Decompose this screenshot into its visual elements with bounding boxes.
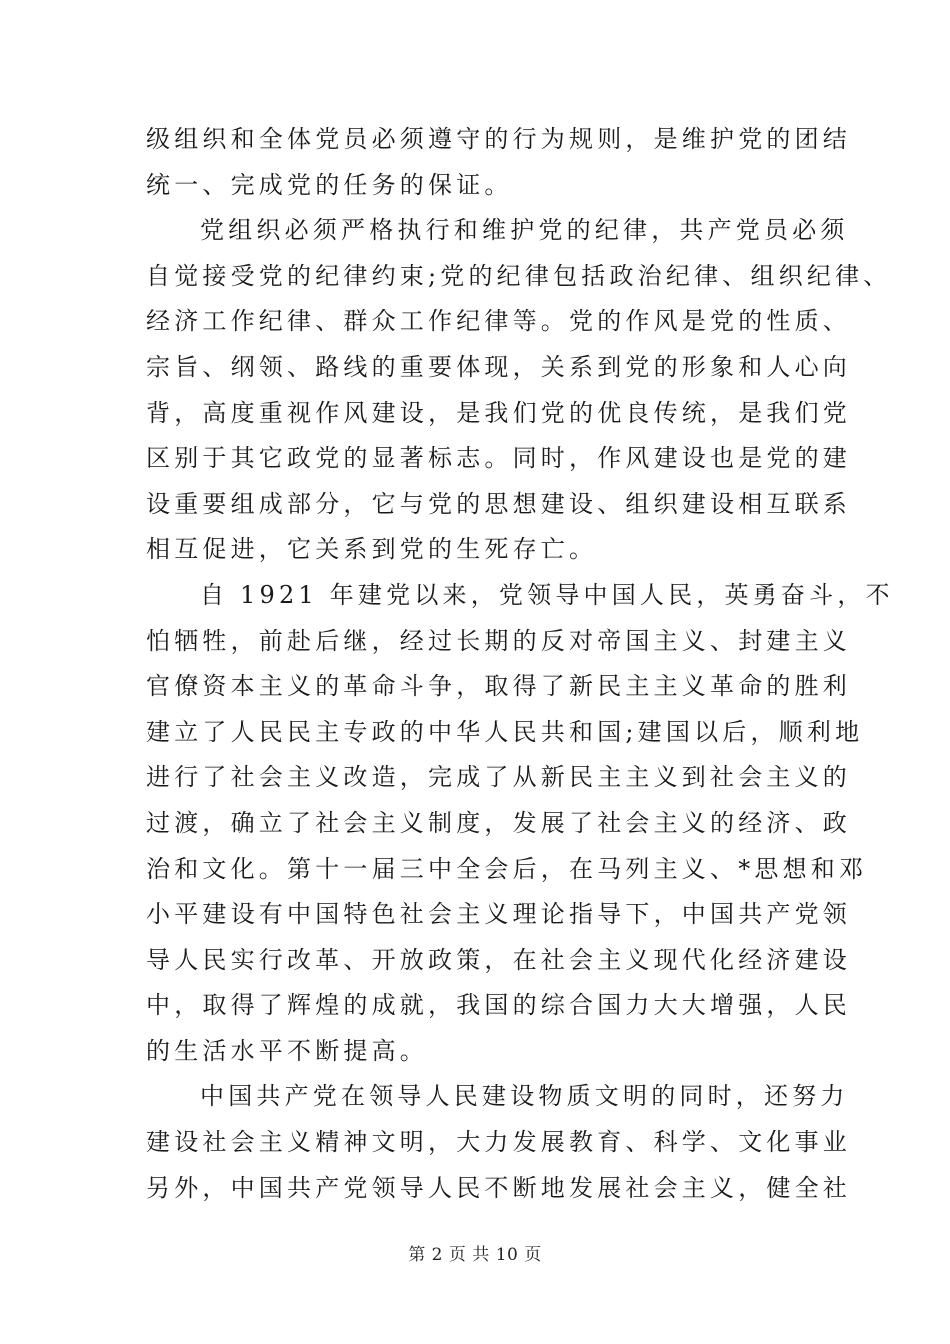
text-line: 建设社会主义精神文明，大力发展教育、科学、文化事业 [146, 1128, 851, 1157]
text-line: 建立了人民民主专政的中华人民共和国;建国以后，顺利地 [146, 717, 864, 746]
text-line: 级组织和全体党员必须遵守的行为规则，是维护党的团结 [146, 125, 851, 153]
text-line: 另外，中国共产党领导人民不断地发展社会主义，健全社 [146, 1173, 851, 1202]
text-line: 小平建设有中国特色社会主义理论指导下，中国共产党领 [146, 900, 851, 929]
text-line: 区别于其它政党的显著标志。同时，作风建设也是党的建 [146, 444, 851, 473]
text-line: 自觉接受党的纪律约束;党的纪律包括政治纪律、组织纪律、 [146, 261, 892, 290]
paragraph-start-line: 党组织必须严格执行和维护党的纪律，共产党员必须 [200, 216, 849, 245]
text-line: 导人民实行改革、开放政策，在社会主义现代化经济建设 [146, 945, 851, 974]
text-line: 怕牺牲，前赴后继，经过长期的反对帝国主义、封建主义 [146, 626, 851, 655]
text-line: 相互促进，它关系到党的生死存亡。 [146, 535, 598, 564]
text-line: 宗旨、纲领、路线的重要体现，关系到党的形象和人心向 [146, 352, 851, 381]
paragraph-start-line: 自 1921 年建党以来，党领导中国人民，英勇奋斗，不 [200, 580, 894, 609]
text-line: 统一、完成党的任务的保证。 [146, 170, 513, 199]
text-line: 经济工作纪律、群众工作纪律等。党的作风是党的性质、 [146, 307, 851, 336]
text-line: 过渡，确立了社会主义制度，发展了社会主义的经济、政 [146, 808, 851, 837]
page-number-footer: 第 2 页 共 10 页 [408, 1245, 542, 1265]
paragraph-start-line: 中国共产党在领导人民建设物质文明的同时，还努力 [200, 1082, 849, 1111]
text-line: 背，高度重视作风建设，是我们党的优良传统，是我们党 [146, 398, 851, 427]
text-line: 的生活水平不断提高。 [146, 1036, 428, 1065]
text-line: 官僚资本主义的革命斗争，取得了新民主主义革命的胜利 [146, 672, 851, 701]
text-line: 治和文化。第十一届三中全会后，在马列主义、*思想和邓 [146, 854, 868, 883]
text-line: 设重要组成部分，它与党的思想建设、组织建设相互联系 [146, 489, 851, 518]
text-line: 中，取得了辉煌的成就，我国的综合国力大大增强，人民 [146, 991, 851, 1020]
body-text [146, 117, 894, 1211]
text-line: 进行了社会主义改造，完成了从新民主主义到社会主义的 [146, 763, 851, 792]
